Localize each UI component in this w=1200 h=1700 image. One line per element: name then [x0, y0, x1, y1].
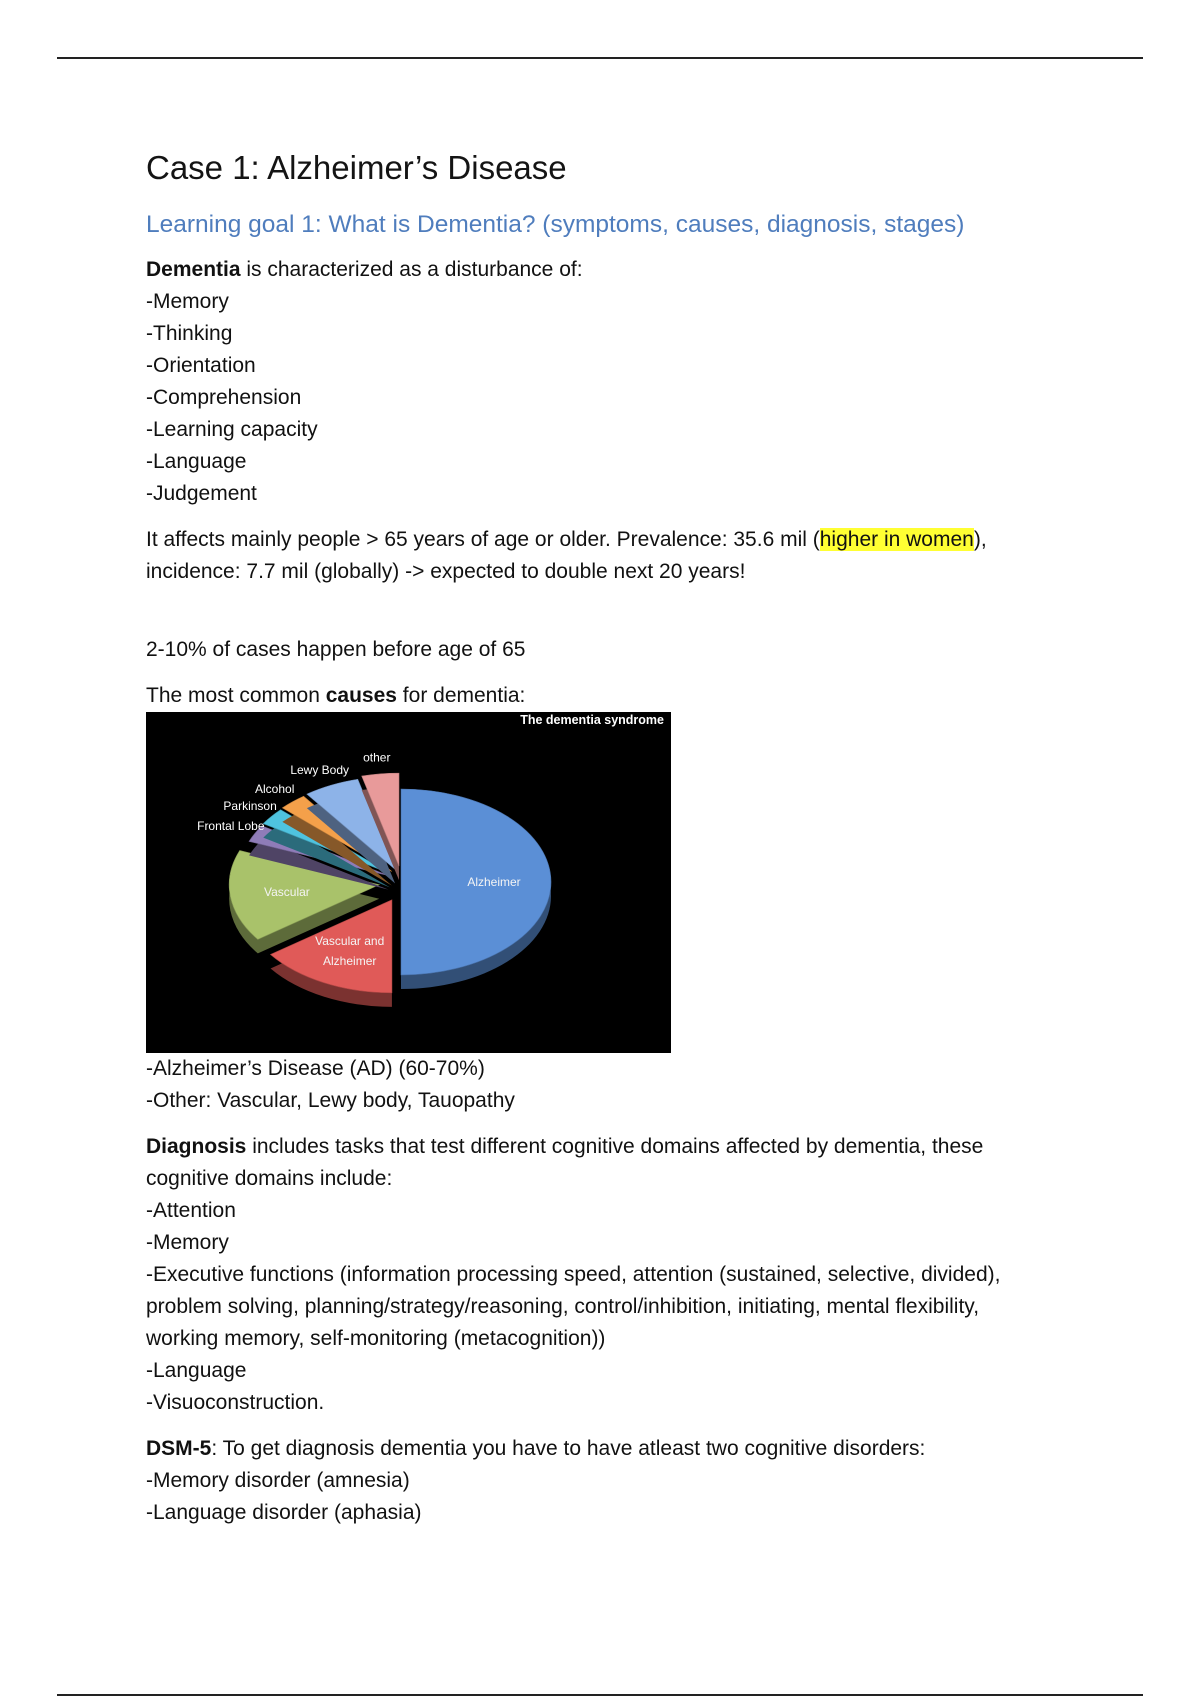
disturbance-list	[146, 286, 1086, 510]
list-item: problem solving, planning/strategy/reasoning, control/inhibition, initiating, mental flexibility,	[146, 1295, 980, 1318]
top-rule	[57, 57, 1143, 59]
list-item: -Visuoconstruction.	[146, 1391, 325, 1414]
list-item: -Learning capacity	[146, 418, 318, 441]
prevalence-text: It affects mainly people > 65 years of age or older. Prevalence: 35.6 mil (	[146, 528, 820, 551]
dementia-intro	[146, 254, 1086, 286]
learning-goal-heading: Learning goal 1: What is Dementia? (symptoms, causes, diagnosis, stages)	[146, 211, 965, 238]
list-item: -Memory	[146, 290, 229, 313]
dementia-pie-chart	[146, 712, 671, 1053]
dsm-term: DSM-5	[146, 1437, 212, 1460]
pie-label: Vascular	[264, 884, 310, 899]
bottom-rule	[57, 1694, 1143, 1696]
prevalence-paragraph	[146, 524, 1086, 588]
diagnosis-line2: cognitive domains include:	[146, 1167, 393, 1190]
pie-chart-svg	[146, 712, 671, 1053]
list-item: -Language disorder (aphasia)	[146, 1501, 422, 1524]
dementia-term: Dementia	[146, 258, 241, 281]
list-item: -Attention	[146, 1199, 236, 1222]
document-body	[146, 146, 1086, 1529]
list-item: -Comprehension	[146, 386, 302, 409]
list-item: -Judgement	[146, 482, 257, 505]
list-item: -Other: Vascular, Lewy body, Tauopathy	[146, 1089, 515, 1112]
list-item: -Alzheimer’s Disease (AD) (60-70%)	[146, 1057, 485, 1080]
causes-term: causes	[325, 684, 397, 707]
pie-label: Alzheimer	[467, 875, 521, 889]
page-title: Case 1: Alzheimer’s Disease	[146, 149, 567, 186]
pie-label: Alcohol	[255, 782, 295, 797]
list-item: -Orientation	[146, 354, 256, 377]
pie-label: Frontal Lobe	[197, 818, 265, 833]
diagnosis-term: Diagnosis	[146, 1135, 247, 1158]
list-item: -Executive functions (information processing speed, attention (sustained, selective, divided),	[146, 1263, 1001, 1286]
pie-label: Vascular and Alzheimer	[315, 934, 385, 969]
diagnosis-section	[146, 1131, 1086, 1419]
dsm-section	[146, 1433, 1086, 1529]
causes-intro-start: The most common	[146, 684, 326, 707]
pie-label: Lewy Body	[290, 763, 350, 778]
list-item: -Language	[146, 450, 247, 473]
list-item: -Memory disorder (amnesia)	[146, 1469, 410, 1492]
causes-list	[146, 1053, 1086, 1117]
pie-label: Parkinson	[223, 799, 277, 814]
list-item: -Language	[146, 1359, 247, 1382]
causes-intro	[146, 680, 1086, 712]
list-item: working memory, self-monitoring (metacognition))	[146, 1327, 606, 1350]
diagnosis-rest: includes tasks that test different cognitive domains affected by dementia, these	[246, 1135, 984, 1158]
dsm-rest: : To get diagnosis dementia you have to have atleast two cognitive disorders:	[211, 1437, 926, 1460]
list-item: -Thinking	[146, 322, 233, 345]
list-item: -Memory	[146, 1231, 229, 1254]
causes-intro-end: for dementia:	[396, 684, 526, 707]
chart-title: The dementia syndrome	[520, 713, 664, 727]
incidence-text: incidence: 7.7 mil (globally) -> expected to double next 20 years!	[146, 560, 746, 583]
highlight-higher-in-women: higher in women	[819, 528, 974, 551]
prevalence-text-end: ),	[973, 528, 987, 551]
pie-label: other	[363, 750, 391, 765]
early-onset-text: 2-10% of cases happen before age of 65	[146, 638, 526, 661]
dementia-intro-rest: is characterized as a disturbance of:	[240, 258, 583, 281]
